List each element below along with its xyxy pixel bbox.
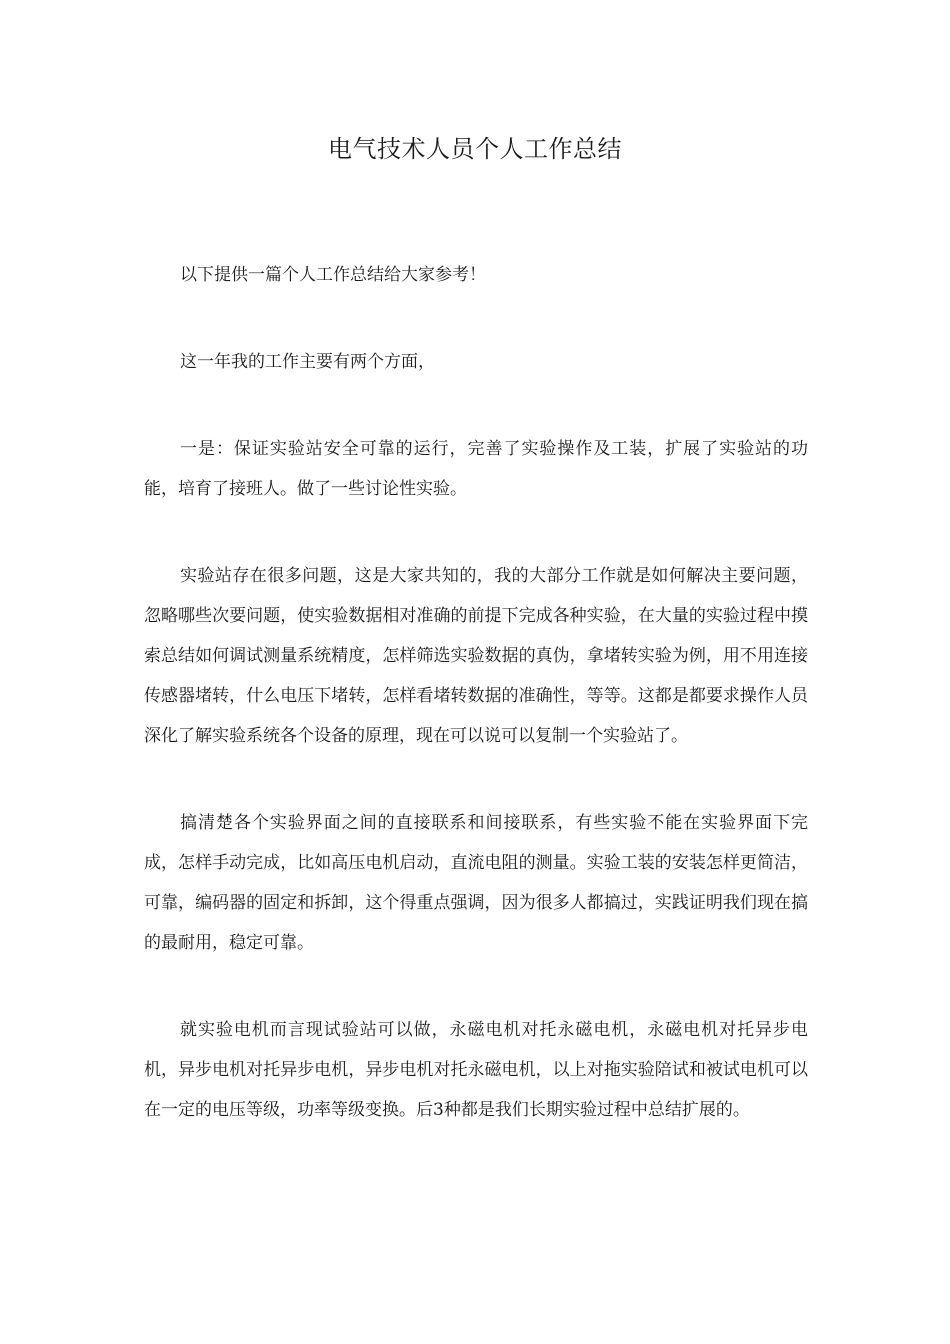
- paragraph-point-one: 一是：保证实验站安全可靠的运行，完善了实验操作及工装，扩展了实验站的功能，培育了接班人。做了一些讨论性实验。: [144, 439, 808, 499]
- paragraph-motors: 就实验电机而言现试验站可以做，永磁电机对托永磁电机，永磁电机对托异步电机，异步电机对托异步电机，异步电机对托永磁电机，以上对拖实验陪试和被试电机可以在一定的电压等级，功率等级变换。后3种都是我们长期实验过程中总结扩展的。: [144, 1020, 808, 1120]
- paragraph-intro: 以下提供一篇个人工作总结给大家参考！: [180, 265, 486, 285]
- paragraph-interfaces: 搞清楚各个实验界面之间的直接联系和间接联系，有些实验不能在实验界面下完成，怎样手动完成，比如高压电机启动，直流电阻的测量。实验工装的安装怎样更简洁，可靠，编码器的固定和拆卸，这个得重点强调，因为很多人都搞过，实践证明我们现在搞的最耐用，稳定可靠。: [144, 813, 808, 953]
- paragraph-overview: 这一年我的工作主要有两个方面，: [180, 352, 435, 372]
- document-body: [144, 255, 808, 1177]
- document-title: 电气技术人员个人工作总结: [328, 135, 622, 163]
- paragraph-problems: 实验站存在很多问题，这是大家共知的，我的大部分工作就是如何解决主要问题，忽略哪些次要问题，使实验数据相对准确的前提下完成各种实验，在大量的实验过程中摸索总结如何调试测量系统精度，怎样筛选实验数据的真伪，拿堵转实验为例，用不用连接传感器堵转，什么电压下堵转，怎样看堵转数据的准确性，等等。这都是都要求操作人员深化了解实验系统各个设备的原理，现在可以说可以复制一个实验站了。: [144, 566, 808, 746]
